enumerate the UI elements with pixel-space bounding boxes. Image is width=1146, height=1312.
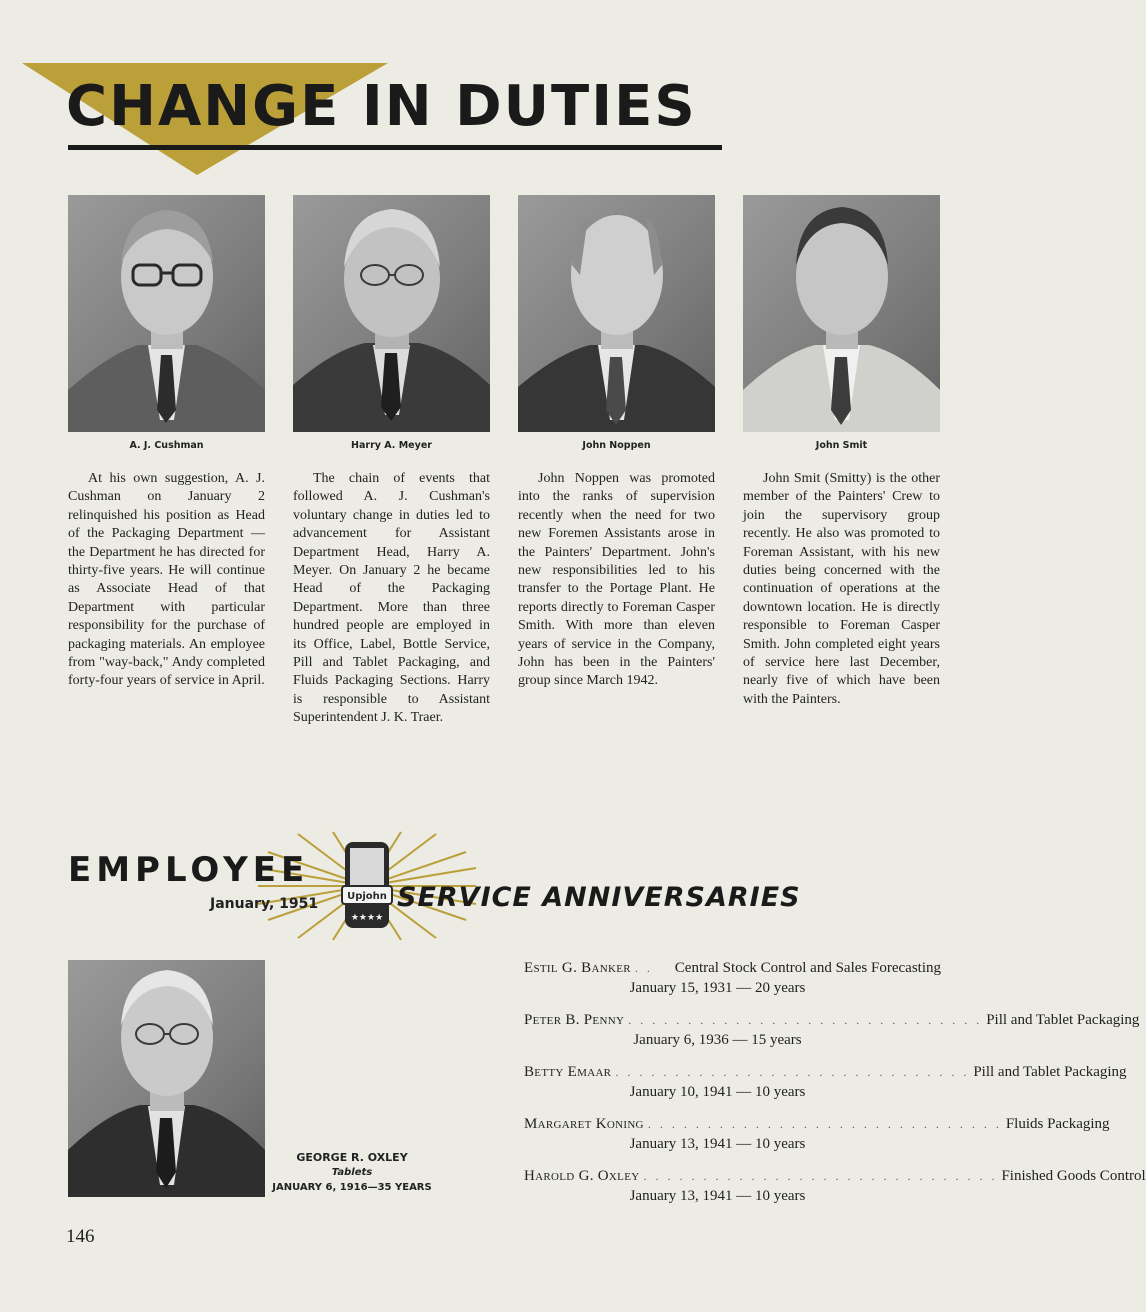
employee-department: Pill and Tablet Packaging	[973, 1064, 1127, 1080]
employee-department: Pill and Tablet Packaging	[986, 1012, 1140, 1028]
portrait-photo-noppen	[518, 195, 715, 432]
caption-cushman: A. J. Cushman	[129, 440, 204, 451]
list-item	[524, 1114, 1110, 1154]
anniversary-date-label: January, 1951	[210, 896, 319, 912]
page-number: 146	[66, 1226, 95, 1247]
employee-department: Central Stock Control and Sales Forecasting	[674, 960, 941, 976]
employee-service-date: January 13, 1941 — 10 years	[629, 1188, 806, 1204]
featured-employee-caption	[270, 1150, 434, 1195]
list-item	[524, 1010, 1140, 1050]
upjohn-badge-text: Upjohn	[347, 891, 387, 902]
employee-department: Finished Goods Control	[1001, 1168, 1146, 1184]
caption-smit: John Smit	[815, 440, 868, 451]
list-item	[524, 1062, 1127, 1102]
caption-meyer: Harry A. Meyer	[351, 440, 432, 451]
featured-employee-name: GEORGE R. OXLEY	[296, 1151, 408, 1164]
svg-text:★★★★: ★★★★	[350, 912, 384, 922]
employee-service-date: January 13, 1941 — 10 years	[629, 1136, 806, 1152]
anniversary-list	[524, 958, 1146, 1218]
leader-dots: . .	[634, 961, 653, 975]
employee-department: Fluids Packaging	[1005, 1116, 1110, 1132]
title-underline	[68, 145, 722, 150]
employee-service-date: January 6, 1936 — 15 years	[633, 1032, 802, 1048]
featured-employee-department: Tablets	[331, 1167, 373, 1178]
employee-name: Betty Emaar	[524, 1064, 612, 1080]
leader-dots: . . . . . . . . . . . . . . . . . . . . . . . . . . . . . .	[615, 1065, 970, 1079]
employee-service-date: January 15, 1931 — 20 years	[629, 980, 806, 996]
leader-dots: . . . . . . . . . . . . . . . . . . . . . . . . . . . . . .	[643, 1169, 998, 1183]
employee-name: Harold G. Oxley	[524, 1168, 640, 1184]
caption-noppen: John Noppen	[582, 440, 651, 451]
leader-dots: . . . . . . . . . . . . . . . . . . . . . . . . . . . . . .	[628, 1013, 983, 1027]
article-text-noppen: John Noppen was promoted into the ranks of supervision recently when the need for two new Foremen Assistants arose in the Painters' Department. John's new responsibilities led to his transfer to the Portage Plant. He reports directly to Foreman Casper Smith. With more than eleven years of service in the Company, John has been in the Painters' group since March 1942.	[518, 471, 715, 689]
article-text-smit: John Smit (Smitty) is the other member of the Painters' Crew to join the supervisory group recently. He also was promoted to Foreman Assistant, with his new duties being concerned with the continuation of operations at the downtown location. He is directly responsible to Foreman Casper Smith. John completed eight years of service here last December, nearly five of which have been with the Painters.	[743, 471, 940, 707]
list-item	[524, 1166, 1146, 1206]
employee-service-date: January 10, 1941 — 10 years	[629, 1084, 806, 1100]
employee-name: Margaret Koning	[524, 1116, 644, 1132]
list-item	[524, 958, 941, 998]
leader-dots: . . . . . . . . . . . . . . . . . . . . . . . . . . . . . .	[647, 1117, 1002, 1131]
article-text-cushman: At his own suggestion, A. J. Cushman on January 2 relinquished his position as Head of the Packaging Department — the Department he has directed for thirty-five years. He will continue as Associate Head of that Department with particular responsibility for the purchase of packaging materials. An employee from "way-back," Andy completed forty-four years of service in April.	[68, 471, 265, 689]
employee-heading: EMPLOYEE	[68, 850, 310, 890]
employee-name: Peter B. Penny	[524, 1012, 625, 1028]
portrait-photo-oxley	[68, 960, 265, 1197]
featured-employee-service: JANUARY 6, 1916—35 YEARS	[272, 1182, 432, 1193]
page-title: CHANGE IN DUTIES	[66, 74, 697, 139]
employee-name: Estil G. Banker	[524, 960, 631, 976]
portrait-photo-cushman	[68, 195, 265, 432]
portrait-photo-meyer	[293, 195, 490, 432]
article-text-meyer: The chain of events that followed A. J. Cushman's voluntary change in duties led to advancement for Assistant Department Head, Harry A. Meyer. On January 2 he became Head of the Packaging Department. More than three hundred people are employed in its Office, Label, Bottle Service, Pill and Tablet Packaging, and Fluids Packaging Sections. Harry is responsible to Assistant Superintendent J. K. Traer.	[293, 471, 490, 726]
portrait-photo-smit	[743, 195, 940, 432]
service-anniversaries-heading: SERVICE ANNIVERSARIES	[397, 882, 801, 913]
